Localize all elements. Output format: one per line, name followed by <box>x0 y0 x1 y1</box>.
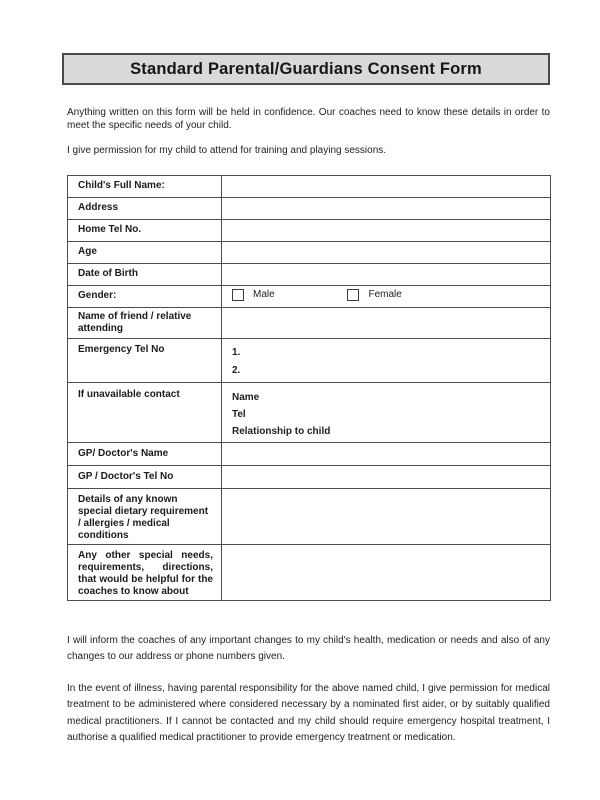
table-row-friend-relative <box>68 307 551 338</box>
gender-option-female <box>347 289 401 301</box>
field-label-unavailable-contact: If unavailable contact <box>68 382 222 442</box>
field-input-address[interactable] <box>222 197 551 219</box>
field-label-gender: Gender: <box>68 285 222 307</box>
table-row-home-tel <box>68 219 551 241</box>
table-row-dietary-medical <box>68 488 551 544</box>
gender-options-cell <box>222 285 551 307</box>
table-row-childs-full-name <box>68 175 551 197</box>
field-label-gp-tel: GP / Doctor's Tel No <box>68 465 222 488</box>
table-row-other-needs <box>68 544 551 600</box>
field-input-gp-name[interactable] <box>222 442 551 465</box>
gender-option-male <box>232 289 275 301</box>
page-title: Standard Parental/Guardians Consent Form <box>130 59 482 78</box>
table-row-gender <box>68 285 551 307</box>
field-label-childs-full-name: Child's Full Name: <box>68 175 222 197</box>
male-checkbox-label: Male <box>253 289 275 300</box>
table-row-address <box>68 197 551 219</box>
confidentiality-note: Anything written on this form will be held in confidence. Our coaches need to know these details in order to meet the specific needs of your child. <box>67 107 550 131</box>
field-label-other-needs: Any other special needs, requirements, directions, that would be helpful for the coaches to know about <box>68 544 222 600</box>
table-row-gp-tel <box>68 465 551 488</box>
table-row-date-of-birth <box>68 263 551 285</box>
form-title-banner <box>62 53 550 85</box>
field-label-gp-name: GP/ Doctor's Name <box>68 442 222 465</box>
field-input-childs-full-name[interactable] <box>222 175 551 197</box>
unavailable-tel-label: Tel <box>232 408 246 420</box>
field-label-home-tel: Home Tel No. <box>68 219 222 241</box>
consent-form-table <box>67 175 551 601</box>
field-input-home-tel[interactable] <box>222 219 551 241</box>
permission-statement: I give permission for my child to attend for training and playing sessions. <box>67 145 387 156</box>
female-checkbox[interactable] <box>347 289 359 301</box>
field-input-age[interactable] <box>222 241 551 263</box>
field-input-dietary-medical[interactable] <box>222 488 551 544</box>
emergency-line-1-label: 1. <box>232 346 241 358</box>
table-row-age <box>68 241 551 263</box>
field-input-date-of-birth[interactable] <box>222 263 551 285</box>
male-checkbox[interactable] <box>232 289 244 301</box>
unavailable-relationship-label: Relationship to child <box>232 425 331 437</box>
field-label-friend-relative: Name of friend / relative attending <box>68 307 222 338</box>
changes-notification-statement: I will inform the coaches of any important changes to my child's health, medication or needs and also of any changes to our address or phone numbers given. <box>67 634 550 662</box>
table-row-unavailable-contact <box>68 382 551 442</box>
unavailable-name-label: Name <box>232 391 260 403</box>
field-label-date-of-birth: Date of Birth <box>68 263 222 285</box>
table-row-gp-name <box>68 442 551 465</box>
field-label-age: Age <box>68 241 222 263</box>
field-input-other-needs[interactable] <box>222 544 551 600</box>
female-checkbox-label: Female <box>368 289 402 300</box>
field-label-dietary-medical: Details of any known special dietary requirement / allergies / medical conditions <box>68 488 222 544</box>
field-input-friend-relative[interactable] <box>222 307 551 338</box>
field-label-emergency-tel: Emergency Tel No <box>68 338 222 382</box>
field-input-emergency-tel[interactable] <box>222 338 551 382</box>
medical-treatment-consent-statement: In the event of illness, having parental responsibility for the above named child, I give permission for medical treatment to be administered where considered necessary by a nominated first aider, or by suitably qualified medical practitioners. If I cannot be contacted and my child should require emergency hospital treatment, I authorise a qualified medical practitioner to provide emergency treatment or medication. <box>67 683 550 743</box>
field-input-unavailable-contact[interactable] <box>222 382 551 442</box>
emergency-line-2-label: 2. <box>232 364 241 376</box>
table-row-emergency-tel <box>68 338 551 382</box>
field-input-gp-tel[interactable] <box>222 465 551 488</box>
field-label-address: Address <box>68 197 222 219</box>
